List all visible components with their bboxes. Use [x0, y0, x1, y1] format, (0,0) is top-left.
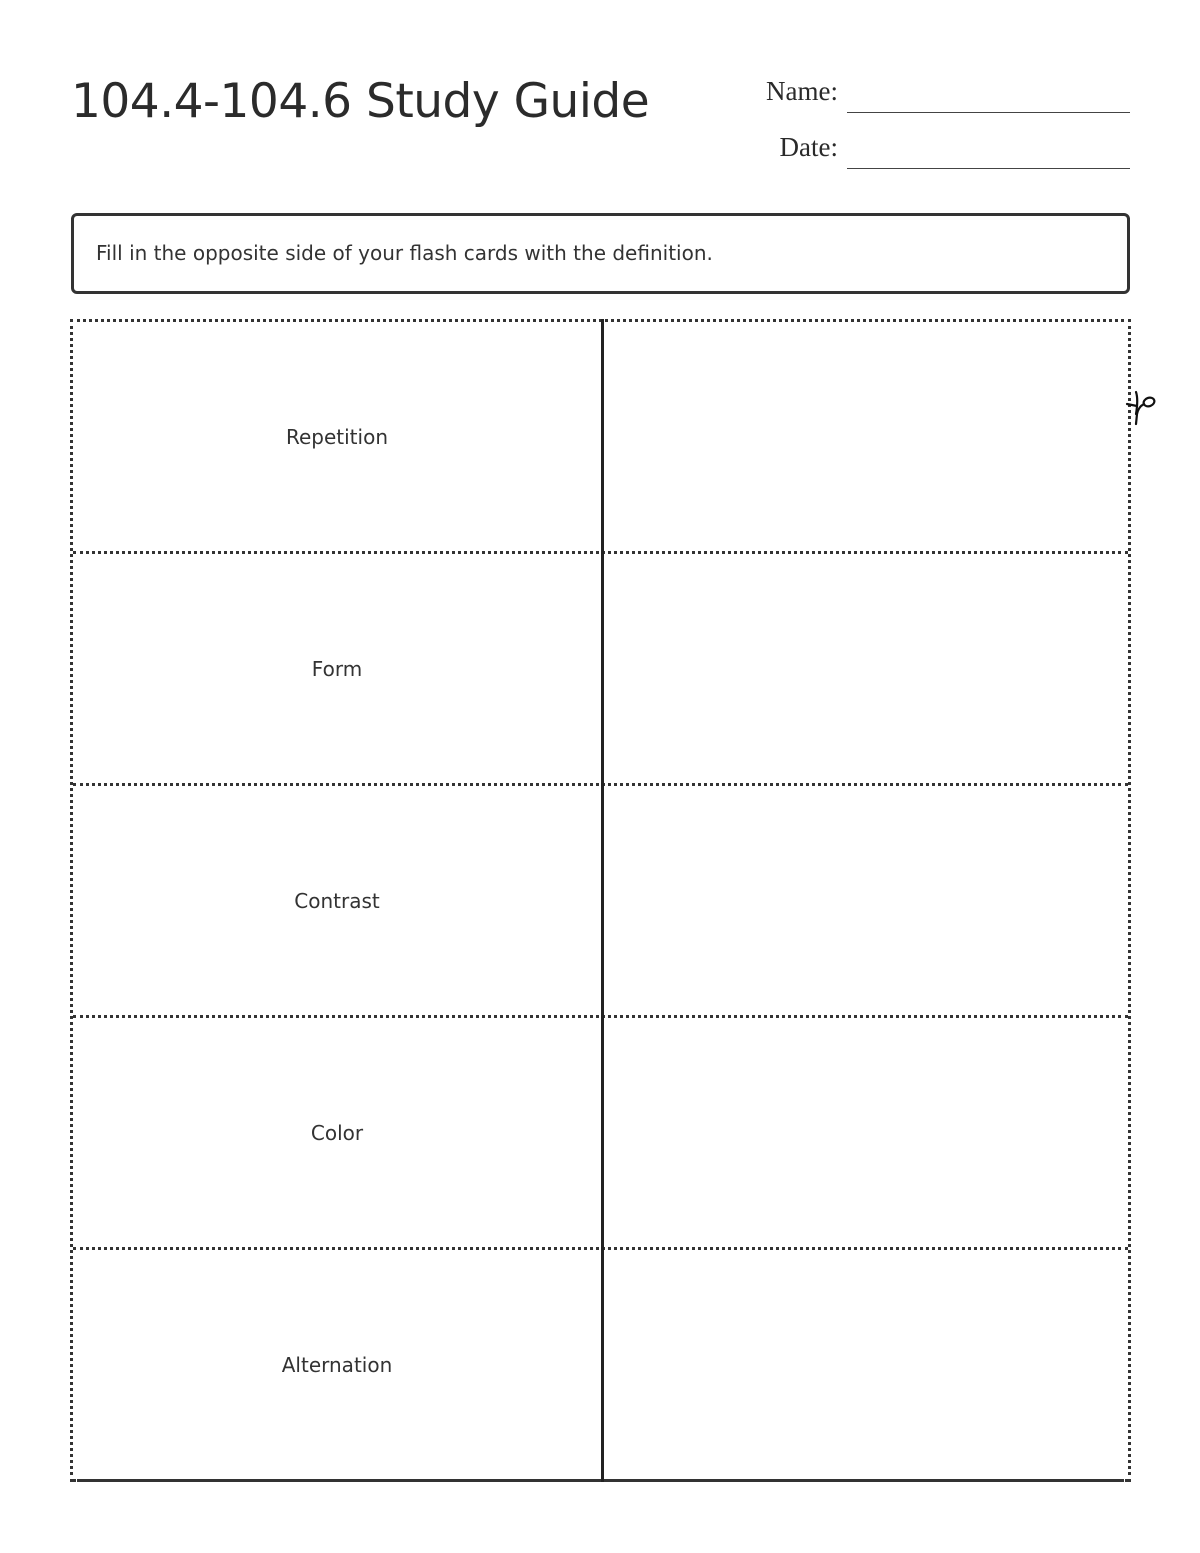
card-term: Repetition: [285, 424, 388, 449]
page-title: 104.4-104.6 Study Guide: [71, 74, 650, 129]
instructions-text: Fill in the opposite side of your flash cards with the definition.: [96, 241, 713, 265]
card-term: Alternation: [281, 1352, 393, 1377]
card-definition-blank[interactable]: [604, 554, 1128, 783]
fold-line: [601, 319, 604, 1482]
scissors-icon: [1124, 388, 1158, 428]
card-term: Contrast: [294, 888, 380, 913]
card-definition-blank[interactable]: [604, 786, 1128, 1015]
flash-card-sheet: [70, 319, 1131, 1482]
card-term: Color: [310, 1120, 364, 1145]
card-definition-blank[interactable]: [604, 1018, 1128, 1247]
name-label: Name:: [766, 76, 838, 106]
card-definition-blank[interactable]: [604, 1250, 1128, 1479]
name-blank-line[interactable]: [847, 112, 1130, 113]
date-field[interactable]: [700, 130, 1130, 170]
instructions-box: [71, 213, 1130, 294]
name-field[interactable]: [700, 74, 1130, 114]
date-label: Date:: [779, 132, 838, 162]
card-term: Form: [311, 656, 363, 681]
date-blank-line[interactable]: [847, 168, 1130, 169]
card-definition-blank[interactable]: [604, 322, 1128, 551]
